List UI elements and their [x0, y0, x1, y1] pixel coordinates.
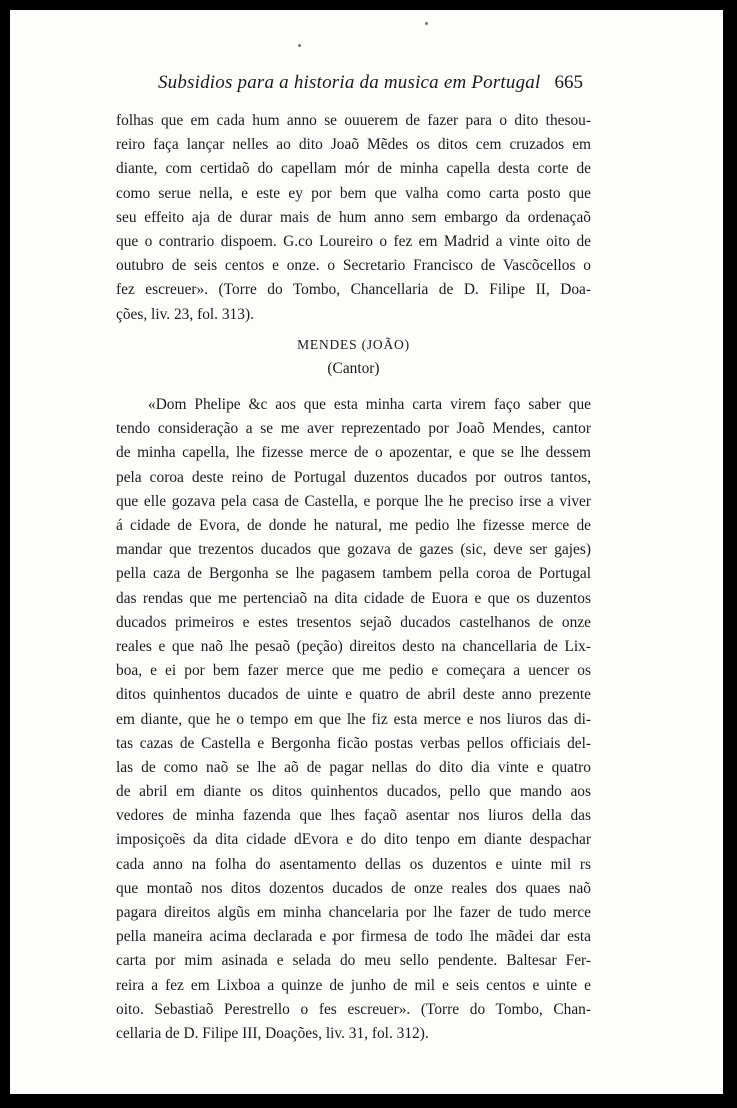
text-line: que montaõ nos ditos dozentos ducados de onze reales dos quaes naõ [116, 879, 591, 897]
text-line: carta por mim asinada e selada do meu sello pendente. Baltesar Fer- [116, 952, 591, 970]
text-line: las de como naõ se lhe aõ de pagar nellas do dito dia vinte e quatro [116, 758, 591, 776]
text-line: «Dom Phelipe &c aos que esta minha carta virem faço saber que [148, 396, 591, 414]
text-line: folhas que em cada hum anno se ouuerem de fazer para o dito thesou- [116, 112, 591, 129]
text-line: tas cazas de Castella e Bergonha ficão postas verbas pellos officiais del- [116, 734, 591, 752]
speck [298, 44, 301, 47]
text-line: de abril em diante os ditos quinhentos ducados, pello que mando aos [116, 783, 591, 801]
text-line: que elle gozava pela casa de Castella, e porque lhe he preciso irse a viver [116, 492, 591, 510]
speck [425, 22, 428, 25]
text-line: cellaria de D. Filipe III, Doações, liv. 31, fol. 312). [116, 1024, 429, 1042]
section-subheading: (Cantor) [327, 359, 380, 377]
text-line: reira a fez em Lixboa a quinze de junho de mil e seis centos e uinte e [116, 976, 591, 994]
text-line: seu effeito aja de durar mais de hum anno sem embargo da ordenaçaõ [116, 208, 591, 226]
text-line: boa, e ei por bem fazer merce que me pedio e começara a uencer os [116, 662, 591, 680]
text-line: cada anno na folha do asentamento dellas os duzentos e uinte mil rs [116, 855, 591, 873]
page [10, 10, 723, 1094]
text-line: tendo consideração a se me aver reprezentado por Joaõ Mendes, cantor [116, 420, 591, 438]
text-line: outubro de seis centos e onze. o Secretario Francisco de Vascõcellos o [116, 257, 591, 275]
document-paragraph [116, 393, 591, 1046]
text-line: em diante, que he o tempo em que lhe fiz esta merce e nos liuros das di- [116, 710, 591, 728]
text-line: de minha capella, lhe fizesse merce de o apozentar, e que se lhe dessem [116, 444, 591, 462]
text-line: pella caza de Bergonha se lhe pagasem tambem pella coroa de Portugal [116, 565, 591, 583]
text-line: diante, com certidaõ do capellam mór de minha capella desta corte de [116, 160, 591, 178]
text-line: ditos quinhentos ducados de uinte e quatro de abril deste anno prezente [116, 686, 591, 704]
text-line: reales e que naõ lhe pesaõ (peção) direitos desto na chancellaria de Lix- [116, 637, 591, 655]
text-line: á cidade de Evora, de donde he natural, me pedio lhe fizesse merce de [116, 517, 591, 534]
text-line: pagara direitos algũs em minha chancelaria por lhe fazer de tudo merce [116, 904, 591, 921]
text-line: mandar que trezentos ducados que gozava de gazes (sic, deve ser gajes) [116, 541, 591, 559]
text-line: fez escreuer». (Torre do Tombo, Chancellaria de D. Filipe II, Doa- [116, 281, 591, 299]
text-line: pella maneira acima declarada e por firmesa de todo lhe mãdei dar esta [116, 928, 591, 946]
text-line: das rendas que me pertenciaõ na dita cidade de Euora e que os duzentos [116, 589, 591, 607]
page-number: 665 [554, 72, 583, 93]
text-line: oito. Sebastiaõ Perestrello o fes escreuer». (Torre do Tombo, Chan- [116, 1000, 591, 1018]
text-line: vedores de minha fazenda que lhes façaõ asentar nos liuros della das [116, 807, 591, 825]
text-line: ducados primeiros e estes tresentos sejaõ ducados castelhanos de onze [116, 613, 591, 631]
section-heading: MENDES (JOÃO) [297, 336, 410, 352]
running-title: Subsidios para a historia da musica em Portugal [157, 72, 541, 93]
text-line: pela coroa deste reino de Portugal duzentos ducados por outros tantos, [116, 468, 591, 486]
running-header [10, 72, 583, 94]
text-line: que o contrario dispoem. G.co Loureiro o fez em Madrid a vinte oito de [116, 232, 591, 250]
paragraph-continued [116, 109, 591, 327]
body-text [116, 109, 591, 1046]
text-line: como serue nella, e este ey por bem que valha como carta posto que [116, 184, 591, 202]
text-line: imposiçoẽs da dita cidade dEvora e do dito tenpo em diante despachar [116, 831, 591, 849]
text-line: ções, liv. 23, fol. 313). [116, 305, 254, 323]
text-line: reiro faça lançar nelles ao dito Joaõ Mẽdes os ditos cem cruzados em [116, 136, 591, 154]
